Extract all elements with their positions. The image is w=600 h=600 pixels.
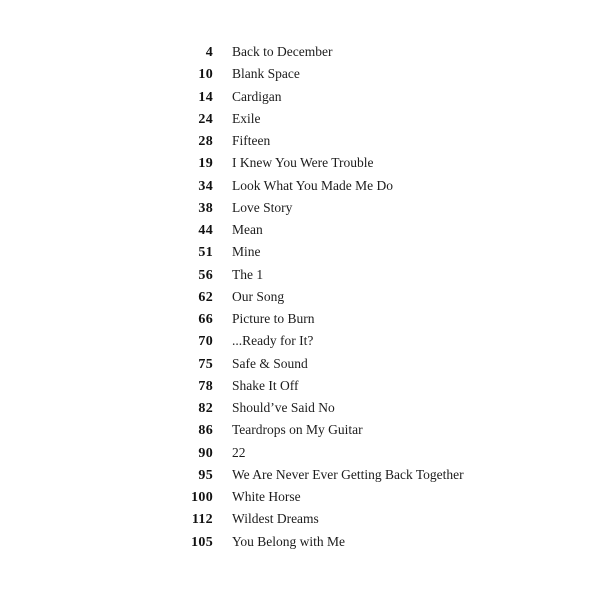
page-number: 34 bbox=[198, 178, 213, 194]
page-number: 105 bbox=[191, 534, 213, 550]
song-title: Blank Space bbox=[232, 66, 300, 82]
song-title: Wildest Dreams bbox=[232, 511, 319, 527]
toc-entry bbox=[0, 175, 600, 197]
song-title: Back to December bbox=[232, 44, 333, 59]
page-number: 10 bbox=[198, 67, 213, 83]
song-title: Our Song bbox=[232, 288, 285, 304]
toc-entry bbox=[0, 353, 600, 375]
page-number: 100 bbox=[191, 490, 213, 505]
toc-entry bbox=[0, 63, 600, 85]
song-title: Should’ve Said No bbox=[232, 400, 335, 415]
toc-entry bbox=[0, 108, 600, 130]
toc-entry bbox=[0, 152, 600, 174]
page-number: 44 bbox=[198, 223, 213, 238]
page-number: 56 bbox=[198, 267, 213, 283]
song-title: Cardigan bbox=[232, 88, 282, 104]
table-of-contents bbox=[0, 41, 600, 553]
page-number: 19 bbox=[198, 156, 213, 172]
song-title: I Knew You Were Trouble bbox=[232, 155, 374, 171]
toc-entry bbox=[0, 219, 600, 241]
song-title: Safe & Sound bbox=[232, 355, 308, 371]
toc-entry bbox=[0, 308, 600, 330]
toc-entry bbox=[0, 41, 600, 63]
page-number: 112 bbox=[191, 512, 213, 528]
song-title: ...Ready for It? bbox=[232, 333, 314, 349]
toc-entry bbox=[0, 286, 600, 308]
toc-entry bbox=[0, 197, 600, 219]
song-title: Shake It Off bbox=[232, 377, 299, 393]
toc-entry bbox=[0, 508, 600, 530]
page-number: 51 bbox=[198, 245, 213, 261]
song-title: You Belong with Me bbox=[232, 533, 346, 549]
song-title: Look What You Made Me Do bbox=[232, 177, 393, 193]
page-number: 28 bbox=[198, 134, 213, 149]
page-number: 86 bbox=[198, 423, 213, 439]
page-number: 78 bbox=[198, 378, 213, 394]
song-title: Picture to Burn bbox=[232, 311, 315, 326]
song-title: Exile bbox=[232, 110, 261, 126]
page-number: 82 bbox=[198, 401, 213, 416]
page-number: 66 bbox=[198, 312, 213, 327]
page-number: 95 bbox=[198, 467, 213, 483]
toc-entry bbox=[0, 397, 600, 419]
page-number: 4 bbox=[205, 45, 213, 60]
song-title: Mean bbox=[232, 222, 263, 237]
toc-entry bbox=[0, 442, 600, 464]
toc-entry bbox=[0, 531, 600, 553]
toc-entry bbox=[0, 130, 600, 152]
page-number: 70 bbox=[198, 334, 213, 350]
toc-entry bbox=[0, 330, 600, 352]
page-number: 75 bbox=[198, 356, 213, 372]
page-number: 14 bbox=[198, 89, 213, 105]
page-number: 24 bbox=[198, 111, 213, 127]
toc-entry bbox=[0, 86, 600, 108]
song-title: White Horse bbox=[232, 489, 301, 504]
toc-entry bbox=[0, 419, 600, 441]
song-title: The 1 bbox=[232, 266, 264, 282]
song-title: Fifteen bbox=[232, 133, 271, 148]
toc-entry bbox=[0, 264, 600, 286]
toc-entry bbox=[0, 375, 600, 397]
song-title: Mine bbox=[232, 244, 261, 260]
toc-entry bbox=[0, 464, 600, 486]
song-title: Love Story bbox=[232, 199, 293, 215]
song-title: 22 bbox=[232, 444, 246, 460]
page-number: 62 bbox=[198, 289, 213, 305]
song-title: We Are Never Ever Getting Back Together bbox=[232, 466, 464, 482]
song-title: Teardrops on My Guitar bbox=[232, 422, 363, 438]
page-number: 90 bbox=[198, 445, 213, 461]
toc-entry bbox=[0, 486, 600, 508]
toc-entry bbox=[0, 241, 600, 263]
page-number: 38 bbox=[198, 200, 213, 216]
